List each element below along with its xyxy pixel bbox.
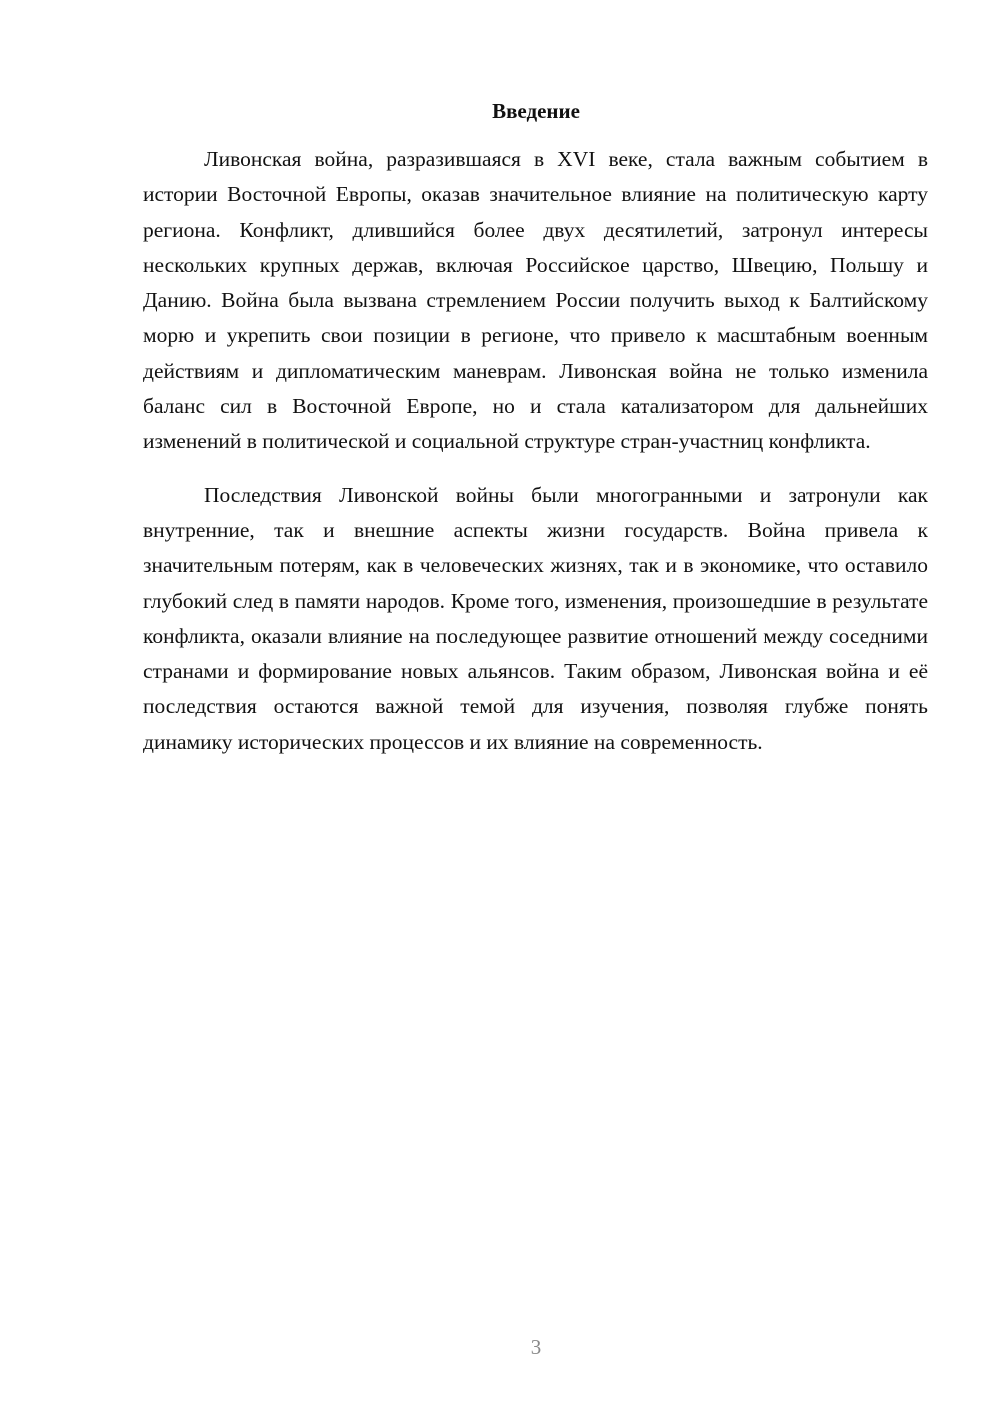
paragraph-2: Последствия Ливонской войны были многогранными и затронули как внутренние, так и внешние аспекты жизни государств. Война привела к значительным потерям, как в человеческих жизнях, так и в экономике, что оставило глубокий след в памяти народов. Кроме того, изменения, произошедшие в результате конфликта, оказали влияние на последующее развитие отношений между соседними странами и формирование новых альянсов. Таким образом, Ливонская война и её последствия остаются важной темой для изучения, позволяя глубже понять динамику исторических процессов и их влияние на современность.: [143, 482, 928, 754]
page-number: 3: [530, 1335, 542, 1359]
paragraph-1: Ливонская война, разразившаяся в XVI веке, стала важным событием в истории Восточной Европы, оказав значительное влияние на политическую карту региона. Конфликт, длившийся более двух десятилетий, затронул интересы нескольких крупных держав, включая Российское царство, Швецию, Польшу и Данию. Война была вызвана стремлением России получить выход к Балтийскому морю и укрепить свои позиции в регионе, что привело к масштабным военным действиям и дипломатическим маневрам. Ливонская война не только изменила баланс сил в Восточной Европе, но и стала катализатором для дальнейших изменений в политической и социальной структуре стран-участниц конфликта.: [143, 147, 928, 454]
section-heading: Введение: [492, 99, 580, 123]
body-text: [143, 142, 928, 760]
